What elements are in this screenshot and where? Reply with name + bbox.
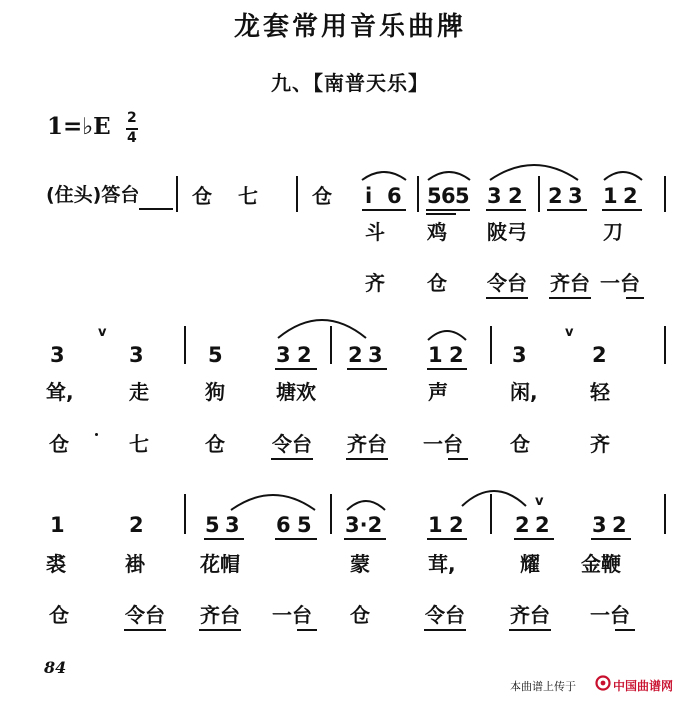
underline: [204, 538, 244, 540]
note: 5: [205, 513, 220, 537]
lyric: 裘: [46, 552, 66, 576]
note-syllable: 仓: [312, 184, 332, 208]
percussion-syllable: 七: [129, 432, 149, 456]
percussion-syllable: 一台: [600, 271, 640, 295]
note: 3: [592, 513, 607, 537]
note: 2: [508, 184, 523, 208]
note: 2: [449, 513, 464, 537]
underline: [448, 458, 468, 460]
breath-mark: v: [535, 494, 544, 509]
slur: [484, 154, 584, 184]
note: 2: [535, 513, 550, 537]
note: 5: [455, 184, 470, 208]
slur: [600, 164, 646, 184]
note: 2: [449, 343, 464, 367]
note: 2: [623, 184, 638, 208]
note: 2: [515, 513, 530, 537]
time-signature-top: 2: [127, 110, 137, 126]
lyric: 耸,: [46, 380, 74, 404]
underline: [346, 458, 388, 460]
underline: [347, 368, 387, 370]
underline: [549, 297, 591, 299]
note: 2: [548, 184, 563, 208]
underline: [591, 538, 631, 540]
percussion-syllable: 仓: [350, 603, 370, 627]
underline: [486, 209, 526, 211]
underline: [199, 629, 241, 631]
underline: [509, 629, 551, 631]
lyric: 鸡: [427, 220, 447, 244]
percussion-syllable: 齐台: [200, 603, 240, 627]
percussion-syllable: 齐台: [347, 432, 387, 456]
slur: [458, 480, 530, 510]
tune-subtitle: 九、【南普天乐】: [271, 71, 429, 95]
underline: [427, 368, 467, 370]
lyric: 轻: [590, 380, 610, 404]
note: 2: [592, 343, 607, 367]
percussion-syllable: 令台: [125, 603, 165, 627]
lyric: 耀: [520, 552, 540, 576]
percussion-syllable: 一台: [272, 603, 312, 627]
underline: [275, 538, 317, 540]
percussion-syllable: 令台: [272, 432, 312, 456]
underline: [362, 209, 406, 211]
percussion-syllable: 齐: [365, 271, 385, 295]
barline: [184, 494, 186, 534]
slur: [272, 308, 372, 342]
barline: [176, 176, 178, 212]
barline: [664, 176, 666, 212]
lyric: 花帽: [200, 552, 240, 576]
barline: [330, 494, 332, 534]
note: 5: [297, 513, 312, 537]
percussion-syllable: 齐台: [550, 271, 590, 295]
note: 3: [512, 343, 527, 367]
underline: [602, 209, 642, 211]
percussion-syllable: 仓: [427, 271, 447, 295]
note: 3: [368, 343, 383, 367]
percussion-syllable: 一台: [590, 603, 630, 627]
page-number: 84: [44, 658, 67, 677]
upload-credit: 本曲谱上传于: [510, 680, 576, 693]
note: 2: [348, 343, 363, 367]
underline: [427, 538, 467, 540]
barline: [296, 176, 298, 212]
note: 2: [297, 343, 312, 367]
lyric: 金鞭: [581, 552, 621, 576]
note: 5: [208, 343, 223, 367]
lyric: 狗: [205, 380, 225, 404]
slur: [225, 484, 321, 514]
site-logo-icon: [595, 675, 613, 691]
lyric: 蒙: [350, 552, 370, 576]
note: 5: [427, 184, 442, 208]
percussion-syllable: 令台: [487, 271, 527, 295]
note: 3: [50, 343, 65, 367]
lyric: 陂弓: [487, 220, 527, 244]
underline: [514, 538, 554, 540]
barline: [664, 494, 666, 534]
percussion-syllable: 一台: [423, 432, 463, 456]
lyric: 声: [428, 380, 448, 404]
lyric: 闲,: [510, 380, 538, 404]
key-signature: 1=♭E: [47, 113, 111, 140]
percussion-syllable: 齐: [590, 432, 610, 456]
underline: [139, 208, 173, 210]
underline: [297, 629, 317, 631]
percussion-syllable: 齐台: [510, 603, 550, 627]
slur: [343, 492, 389, 514]
underline: [275, 368, 317, 370]
note-syllable: 仓: [192, 184, 212, 208]
lyric: 斗: [365, 220, 385, 244]
barline: [184, 326, 186, 364]
percussion-syllable: 令台: [425, 603, 465, 627]
lyric: 茸,: [428, 552, 456, 576]
percussion-syllable: 仓: [510, 432, 530, 456]
underline: [271, 458, 313, 460]
underline: [547, 209, 587, 211]
slur: [424, 322, 470, 344]
note: 1: [603, 184, 618, 208]
time-signature-bottom: 4: [127, 130, 137, 146]
barline: [664, 326, 666, 364]
underline: [424, 629, 466, 631]
note: 1: [428, 343, 443, 367]
note: 1: [428, 513, 443, 537]
underline: [426, 209, 470, 211]
lyric: 褂: [125, 552, 145, 576]
note: 2: [612, 513, 627, 537]
lyric: 走: [129, 380, 149, 404]
note: i: [365, 184, 373, 208]
underline: [344, 538, 386, 540]
note: 3: [487, 184, 502, 208]
note: 6: [441, 184, 456, 208]
lyric: 塘欢: [276, 380, 316, 404]
note: 1: [50, 513, 65, 537]
note: 3: [129, 343, 144, 367]
percussion-syllable: 仓: [49, 603, 69, 627]
intro-marking: (住头)答台: [46, 184, 140, 206]
underline: [615, 629, 635, 631]
underline: [124, 629, 166, 631]
note: 3: [568, 184, 583, 208]
percussion-syllable: 仓: [49, 432, 69, 456]
slur: [358, 164, 410, 184]
note: 6: [387, 184, 402, 208]
barline: [417, 176, 419, 212]
note: 6: [276, 513, 291, 537]
underline: [486, 297, 528, 299]
note: 2: [129, 513, 144, 537]
barline: [490, 326, 492, 364]
breath-mark: v: [98, 325, 107, 340]
lyric: 刀: [603, 220, 623, 244]
note: 3: [225, 513, 240, 537]
slur: [424, 164, 474, 184]
percussion-syllable: 仓: [205, 432, 225, 456]
underline: [626, 297, 644, 299]
underline: [426, 213, 456, 215]
note-syllable: 七: [238, 184, 258, 208]
page-title: 龙套常用音乐曲牌: [233, 12, 466, 42]
breath-mark: v: [565, 325, 574, 340]
print-speck: [95, 433, 98, 436]
note: 3·2: [345, 513, 383, 537]
note: 3: [276, 343, 291, 367]
site-logo-text[interactable]: 中国曲谱网: [613, 679, 674, 693]
